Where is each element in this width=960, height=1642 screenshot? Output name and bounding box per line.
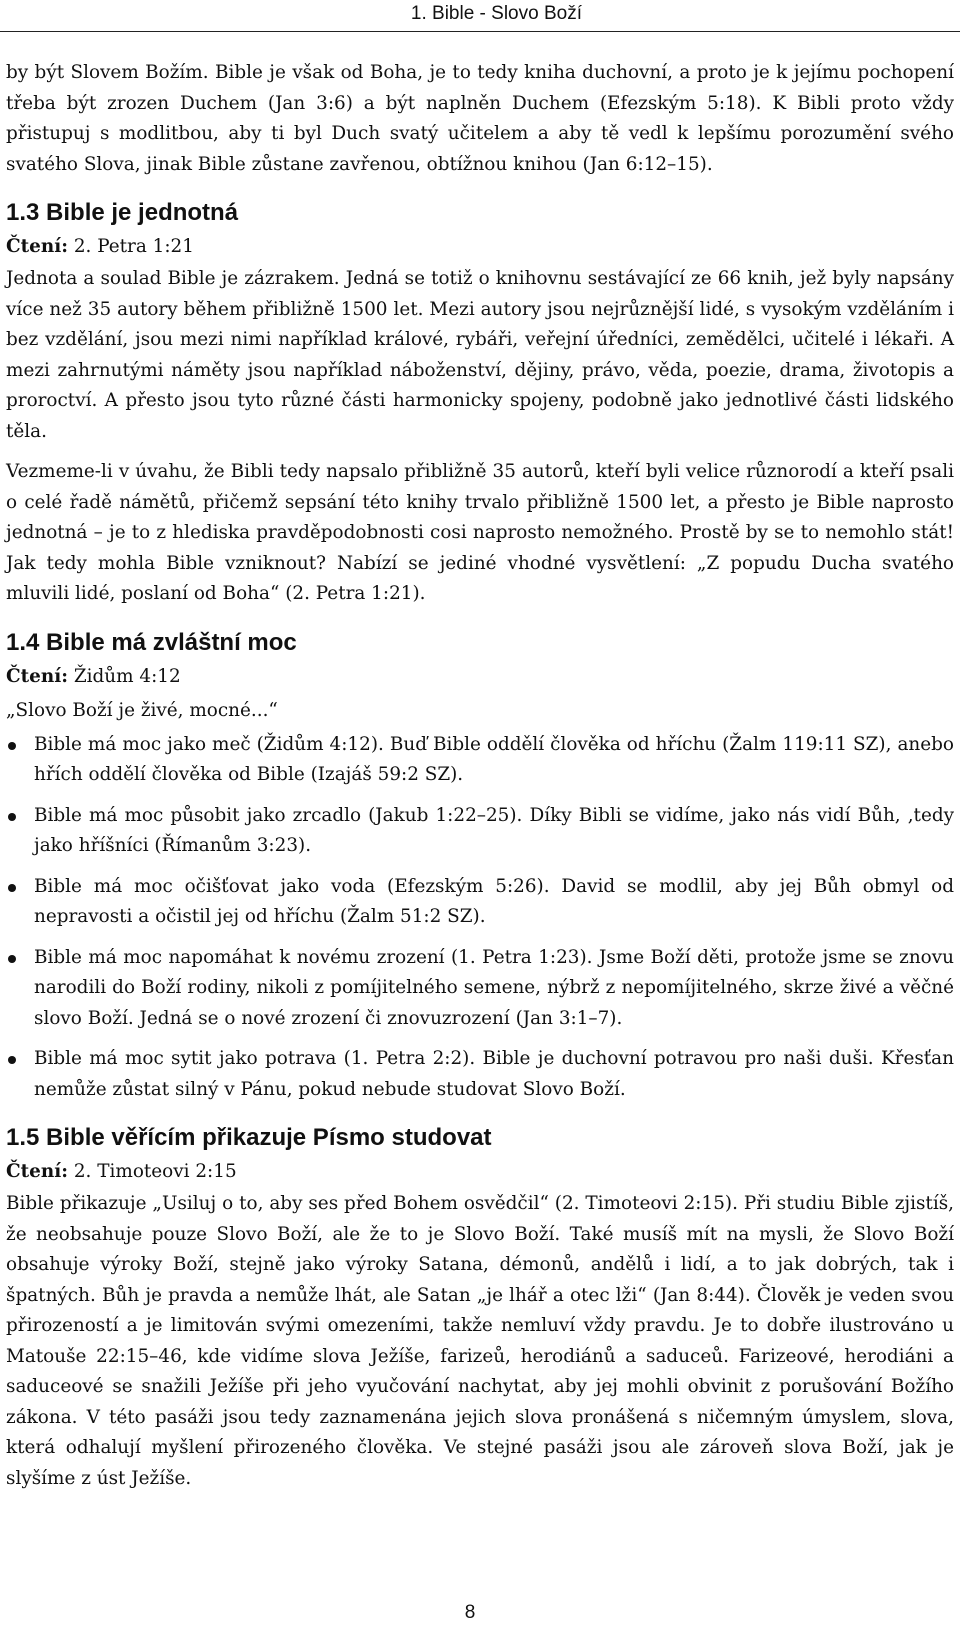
body-paragraph: Vezmeme-li v úvahu, že Bibli tedy napsalo přibližně 35 autorů, kteří byli velice různorodí a kteří psali o celé řadě námětů, přičemž sepsání této knihy trvalo přibližně 1500 let, a přesto je Bible naprosto jednotná – je to z hlediska pravděpodobnosti cosi naprosto nemožného. Prostě by se to nemohlo stát! Jak tedy mohla Bible vzniknout? Nabízí se jediné vhodné vysvětlení: „Z popudu Ducha svatého mluvili lidé, poslaní od Boha“ (2. Petra 1:21).: [6, 461, 954, 604]
list-item: [6, 1044, 954, 1105]
list-item: [6, 872, 954, 933]
scripture-quote: „Slovo Boží je živé, mocné...“: [6, 699, 278, 721]
page-number-text: 8: [464, 1602, 476, 1623]
section-bible-is-unified: [6, 198, 954, 610]
section-heading: 1.3 Bible je jednotná: [6, 199, 239, 226]
reading-reference: 2. Petra 1:21: [73, 236, 194, 257]
bullet-icon: [8, 1056, 16, 1064]
list-item-text: Bible má moc očišťovat jako voda (Efezským 5:26). David se modlil, aby jej Bůh obmyl od nepravosti a očistil jej od hříchu (Žalm 51:2 SZ).: [34, 875, 954, 927]
list-item-text: Bible má moc napomáhat k novému zrození (1. Petra 1:23). Jsme Boží děti, protože jsme se znovu narodili do Boží rodiny, nikoli z pomíjitelného semene, nýbrž z nepomíjitelného, skrze živé a věčné slovo Boží. Jedná se o nové zrození či znovuzrození (Jan 3:1–7).: [34, 946, 954, 1029]
body-paragraph: Bible přikazuje „Usiluj o to, aby ses před Bohem osvědčil“ (2. Timoteovi 2:15). Při studiu Bible zjistíš, že neobsahuje pouze Slovo Boží, ale že to je Slovo Boží. Také musíš mít na mysli, že Slovo Boží obsahuje výroky Boží, stejně jako výroky Satana, démonů, andělů i lidí, a to jak dobrých, tak i špatných. Bůh je pravda a nemůže lhát, ale Satan „je lhář a otec lži“ (Jan 8:44). Člověk je veden svou přirozeností a je limitován svými omezeními, takže nemluví vždy pravdu. Je to dobře ilustrováno u Matouše 22:15–46, kde vidíme slova Ježíše, farizeů, herodiánů a saduceů. Farizeové, herodiáni a saduceové se snažili Ježíše při jeho vyučování nachytat, aby jej mohli obvinit z porušování Božího zákona. V této pasáži jsou tedy zaznamenána jejich slova pronášená s ničemným úmyslem, slova, která odhalují myšlení přirozeného člověka. Ve stejné pasáži jsou ale zároveň slova Boží, jak je slyšíme z úst Ježíše.: [6, 1193, 954, 1489]
reading-label: Čtení:: [6, 1161, 68, 1182]
list-item-text: Bible má moc jako meč (Židům 4:12). Buď Bible oddělí člověka od hříchu (Žalm 119:11 SZ), anebo hřích oddělí člověka od Bible (Izajáš 59:2 SZ).: [34, 733, 954, 785]
reading-reference: Židům 4:12: [73, 665, 181, 687]
page-number: [0, 1602, 960, 1624]
reading-reference: 2. Timoteovi 2:15: [73, 1161, 237, 1182]
section-heading: 1.5 Bible věřícím přikazuje Písmo studovat: [6, 1124, 492, 1151]
intro-paragraph: by být Slovem Božím. Bible je však od Boha, je to tedy kniha duchovní, a proto je k jejímu pochopení třeba být zrozen Duchem (Jan 3:6) a být naplněn Duchem (Efezským 5:18). K Bibli proto vždy přistupuj s modlitbou, aby ti byl Duch svatý učitelem a aby tě vedl k lepšímu porozumění svého svatého Slova, jinak Bible zůstane zavřenou, obtížnou knihou (Jan 6:12–15).: [6, 62, 954, 175]
section-study-scripture: [6, 1123, 954, 1494]
reading-label: Čtení:: [6, 236, 68, 257]
reading-line: [6, 662, 954, 692]
bullet-icon: [8, 884, 16, 892]
bullet-icon: [8, 742, 16, 750]
bullet-list: [6, 730, 954, 1106]
reading-label: Čtení:: [6, 665, 68, 687]
list-item: [6, 730, 954, 791]
list-item-text: Bible má moc sytit jako potrava (1. Petra 2:2). Bible je duchovní potravou pro naši duši. Křesťan nemůže zůstat silný v Pánu, pokud nebude studovat Slovo Boží.: [34, 1048, 954, 1100]
list-item: [6, 801, 954, 862]
chapter-title: 1. Bible - Slovo Boží: [410, 3, 582, 24]
running-header: [0, 0, 960, 32]
section-bible-has-special-power: [6, 628, 954, 1106]
bullet-icon: [8, 955, 16, 963]
reading-line: [6, 232, 954, 262]
page-content: [6, 58, 954, 1494]
bullet-icon: [8, 813, 16, 821]
reading-line: [6, 1157, 954, 1187]
body-paragraph: Jednota a soulad Bible je zázrakem. Jedná se totiž o knihovnu sestávající ze 66 knih, jež byly napsány více než 35 autory během přibližně 1500 let. Mezi autory jsou nejrůznější lidé, s vysokým vzděláním i bez vzdělání, jsou mezi nimi například králové, rybáři, veřejní úředníci, zemědělci, učitelé i lékaři. A mezi zahrnutými náměty jsou například náboženství, dějiny, právo, věda, poezie, drama, životopis a proroctví. A přesto jsou tyto různé části harmonicky spojeny, podobně jako jednotlivé části lidského těla.: [6, 268, 954, 442]
section-heading: 1.4 Bible má zvláštní moc: [6, 628, 297, 656]
list-item-text: Bible má moc působit jako zrcadlo (Jakub 1:22–25). Díky Bibli se vidíme, jako nás vidí Bůh, ,tedy jako hříšníci (Římanům 3:23).: [34, 804, 954, 856]
list-item: [6, 943, 954, 1035]
